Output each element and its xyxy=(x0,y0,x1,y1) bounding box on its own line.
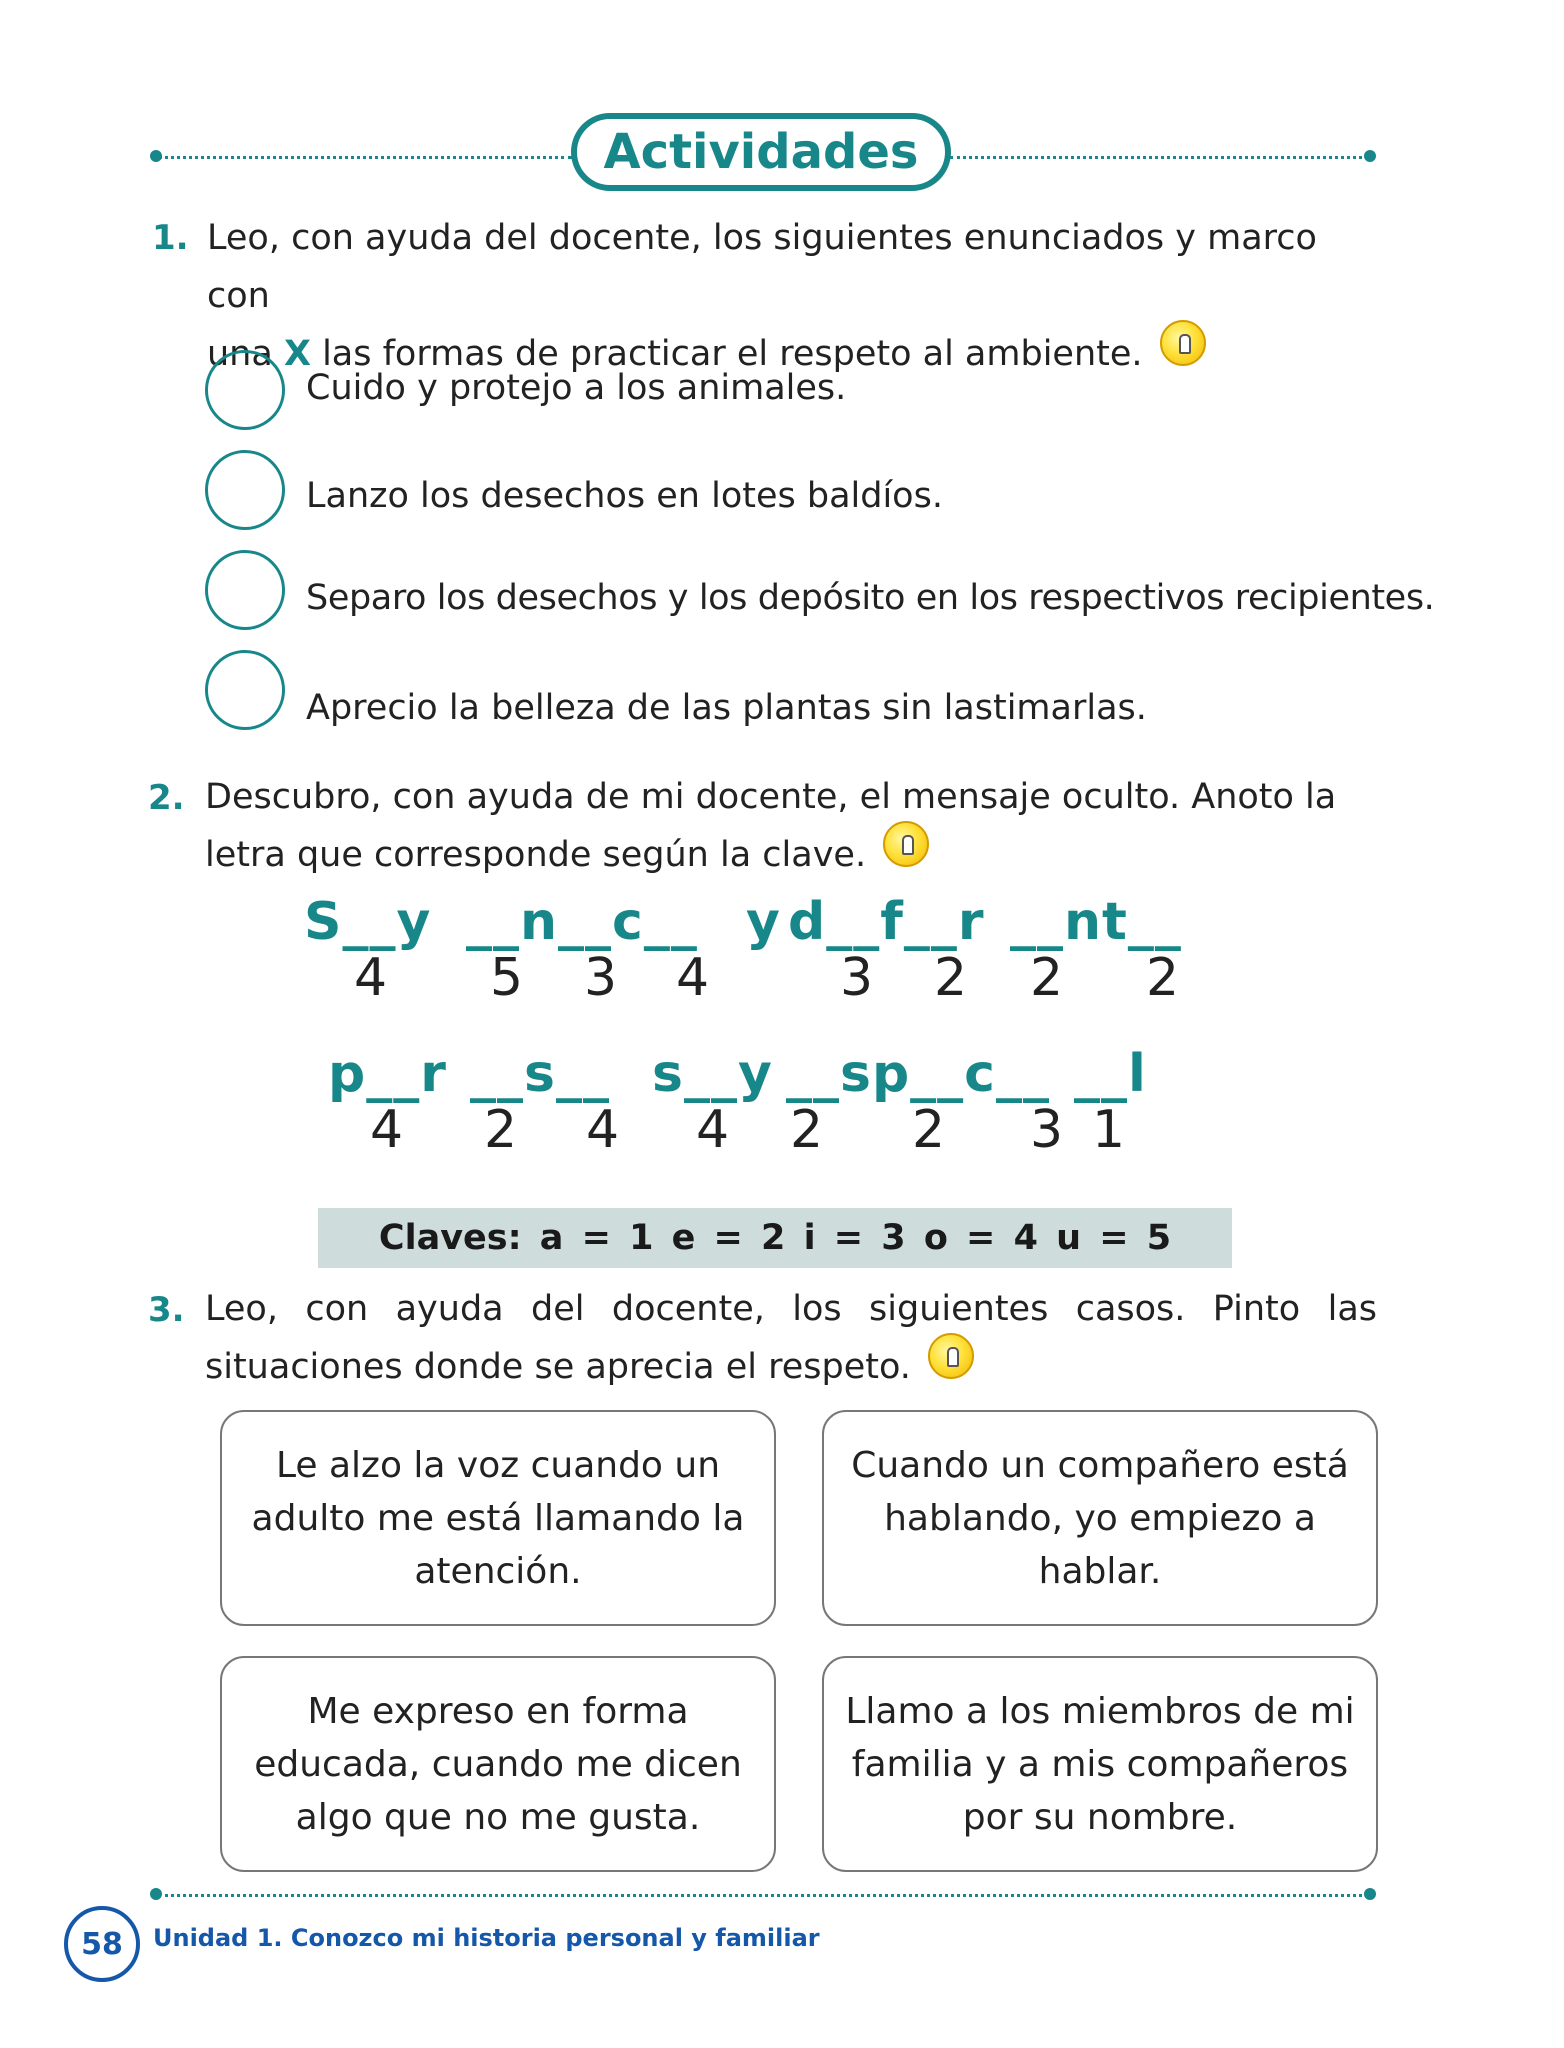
option-checkbox-1[interactable] xyxy=(205,350,285,430)
activity2-line1: Descubro, con ayuda de mi docente, el mensaje oculto. Anoto la xyxy=(205,777,1337,817)
lightbulb-icon xyxy=(1160,320,1206,366)
activity2-number: 2. xyxy=(148,778,185,818)
activity1-mark-x: X xyxy=(283,334,311,374)
puzzle-digit: 3 xyxy=(840,948,874,1008)
header-divider-dot-left xyxy=(150,150,162,162)
key-legend: Claves: a = 1 e = 2 i = 3 o = 4 u = 5 xyxy=(318,1208,1232,1268)
header-divider-left xyxy=(158,156,572,159)
activity1-line2-pre: una xyxy=(207,334,284,374)
case-card-4[interactable]: Llamo a los miembros de mi familia y a mis compañeros por su nombre. xyxy=(822,1656,1378,1872)
case-card-3[interactable]: Me expreso en forma educada, cuando me dicen algo que no me gusta. xyxy=(220,1656,776,1872)
activity1-instructions xyxy=(207,209,1387,383)
puzzle-digit: 3 xyxy=(1030,1100,1064,1160)
puzzle-digit: 2 xyxy=(1146,948,1180,1008)
lightbulb-icon xyxy=(883,821,929,867)
puzzle-digit: 4 xyxy=(696,1100,730,1160)
activity3-line2 xyxy=(205,1338,1385,1396)
activity1-line2-post: las formas de practicar el respeto al ambiente. xyxy=(310,334,1143,374)
puzzle-digit: 4 xyxy=(354,948,388,1008)
option-checkbox-2[interactable] xyxy=(205,450,285,530)
footer-divider-dot-left xyxy=(150,1888,162,1900)
puzzle-digit: 2 xyxy=(934,948,968,1008)
puzzle-word: __s__ xyxy=(470,1044,610,1104)
puzzle-word: __l xyxy=(1074,1044,1147,1104)
case-card-1[interactable]: Le alzo la voz cuando un adulto me está llamando la atención. xyxy=(220,1410,776,1626)
option-label-1: Cuido y protejo a los animales. xyxy=(306,368,847,408)
puzzle-digit: 2 xyxy=(484,1100,518,1160)
option-checkbox-3[interactable] xyxy=(205,550,285,630)
puzzle-word: p__r xyxy=(328,1044,447,1104)
puzzle-digit: 4 xyxy=(370,1100,404,1160)
footer-divider-dot-right xyxy=(1364,1888,1376,1900)
activity2-instructions xyxy=(205,768,1385,884)
page-title: Actividades xyxy=(571,113,951,191)
puzzle-digit: 2 xyxy=(790,1100,824,1160)
puzzle-digit: 2 xyxy=(912,1100,946,1160)
footer-divider xyxy=(158,1894,1368,1897)
lightbulb-icon xyxy=(928,1333,974,1379)
puzzle-word: s__y xyxy=(652,1044,773,1104)
puzzle-word: y xyxy=(746,892,781,952)
puzzle-digit: 4 xyxy=(676,948,710,1008)
activity3-line1: Leo, con ayuda del docente, los siguientes casos. Pinto las xyxy=(205,1289,1377,1329)
activity2-line2-text: letra que corresponde según la clave. xyxy=(205,835,867,875)
puzzle-digit: 1 xyxy=(1092,1100,1126,1160)
option-label-4: Aprecio la belleza de las plantas sin lastimarlas. xyxy=(306,688,1147,728)
puzzle-digit: 2 xyxy=(1030,948,1064,1008)
option-label-3: Separo los desechos y los depósito en los respectivos recipientes. xyxy=(306,578,1435,618)
puzzle-word: S__y xyxy=(304,892,432,952)
puzzle-word: d__f__r xyxy=(788,892,985,952)
activity3-line2-text: situaciones donde se aprecia el respeto. xyxy=(205,1347,911,1387)
puzzle-digit: 3 xyxy=(584,948,618,1008)
header-divider-right xyxy=(950,156,1368,159)
activity1-number: 1. xyxy=(152,218,189,258)
activity3-instructions xyxy=(205,1280,1385,1396)
activity2-line2 xyxy=(205,826,1385,884)
unit-title: Unidad 1. Conozco mi historia personal y familiar xyxy=(153,1924,820,1952)
header-divider-dot-right xyxy=(1364,150,1376,162)
page-number: 58 xyxy=(64,1906,140,1982)
puzzle-word: __sp__c__ xyxy=(786,1044,1050,1104)
puzzle-word: __n__c__ xyxy=(466,892,698,952)
puzzle-word: __nt__ xyxy=(1010,892,1182,952)
puzzle-digit: 4 xyxy=(586,1100,620,1160)
activity1-line1: Leo, con ayuda del docente, los siguientes enunciados y marco con xyxy=(207,218,1317,316)
activity3-number: 3. xyxy=(148,1290,185,1330)
puzzle-digit: 5 xyxy=(490,948,524,1008)
case-card-2[interactable]: Cuando un compañero está hablando, yo empiezo a hablar. xyxy=(822,1410,1378,1626)
option-label-2: Lanzo los desechos en lotes baldíos. xyxy=(306,476,943,516)
option-checkbox-4[interactable] xyxy=(205,650,285,730)
